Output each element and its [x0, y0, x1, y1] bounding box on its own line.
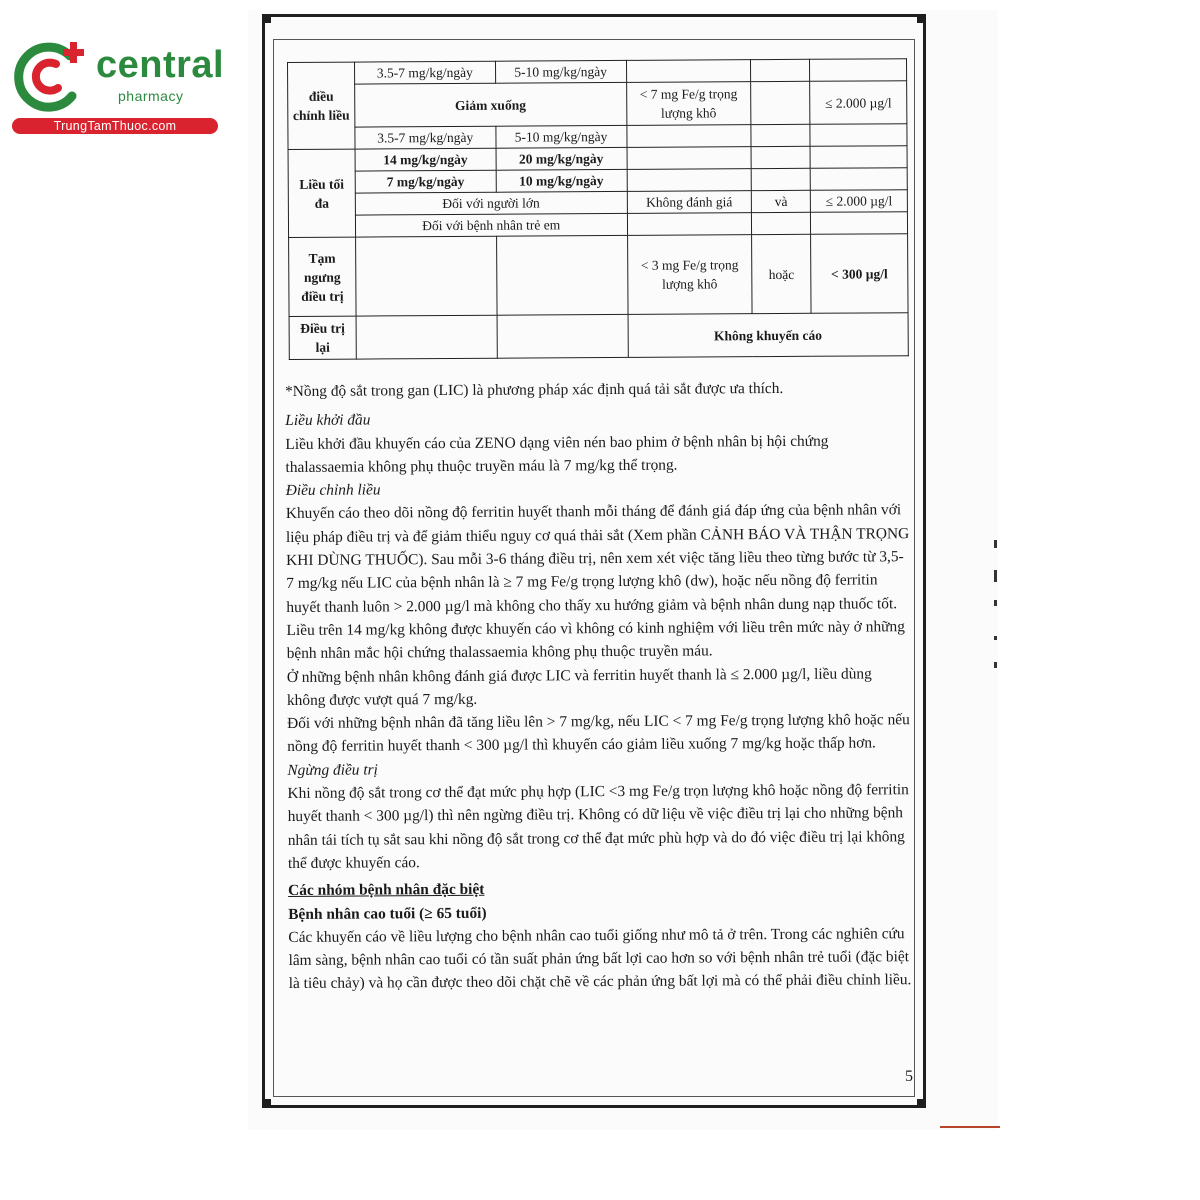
heading-elderly: Bệnh nhân cao tuổi (≥ 65 tuổi) — [288, 904, 487, 923]
heading-starting-dose: Liều khởi đầu — [285, 411, 371, 430]
table-cell-child: Đối với bệnh nhân trẻ em — [355, 213, 627, 237]
table-cell — [627, 169, 752, 192]
table-row — [289, 313, 908, 360]
central-pharmacy-logo — [10, 36, 230, 136]
table-cell — [496, 235, 627, 315]
table-cell-ferritin: ≤ 2.000 µg/l — [810, 190, 907, 213]
table-cell-lic: < 3 mg Fe/g trọng lượng khô — [627, 235, 752, 315]
table-cell: 14 mg/kg/ngày — [355, 148, 496, 171]
table-cell: 7 mg/kg/ngày — [355, 170, 496, 193]
table-cell — [810, 146, 907, 169]
row-label-dose-adjust: điều chỉnh liều — [288, 62, 355, 149]
scan-edge-marks — [990, 540, 1000, 670]
footnote: *Nồng độ sắt trong gan (LIC) là phương pháp xác định quá tải sắt được ưa thích. — [285, 379, 784, 400]
table-cell — [810, 124, 907, 147]
row-label-max-dose: Liều tối đa — [288, 149, 355, 237]
paragraph-elderly: Các khuyến cáo về liều lượng cho bệnh nhân cao tuổi giống như mô tả ở trên. Trong các nghiên cứu lâm sàng, bệnh nhân cao tuổi có tần suất phản ứng bất lợi cao hơn so với bệnh nhân trẻ tuổi (đặc biệt là tiêu chảy) và họ cần được theo dõi chặt chẽ về các phản ứng bất lợi mà có thể phải điều chỉnh liều. — [288, 925, 912, 993]
table-cell — [752, 212, 811, 234]
document-body — [285, 376, 914, 996]
table-cell — [811, 212, 908, 235]
table-cell: 20 mg/kg/ngày — [496, 147, 627, 170]
table-cell — [751, 81, 810, 124]
table-cell-adult: Đối với người lớn — [355, 191, 627, 215]
pharmacy-logo-icon — [10, 38, 94, 116]
table-cell: 10 mg/kg/ngày — [496, 169, 627, 192]
heading-special-populations: Các nhóm bệnh nhân đặc biệt — [288, 881, 485, 900]
table-cell — [355, 236, 496, 316]
corner-ornament — [265, 17, 271, 23]
heading-stop-treatment: Ngừng điều trị — [287, 761, 378, 779]
table-cell — [810, 168, 907, 191]
row-label-pause: Tạm ngưng điều trị — [289, 237, 356, 316]
table-cell-and: và — [752, 190, 811, 212]
table-cell — [356, 315, 497, 359]
paragraph-dose-adjustment: Khuyến cáo theo dõi nồng độ ferritin huyết thanh mỗi tháng để đánh giá đáp ứng của bệnh nhân với liệu pháp điều trị và để giảm thiểu nguy cơ quá thải sắt (Xem phần CẢNH BÁO VÀ THẬN TRỌNG KHI DÙNG THUỐC). Sau mỗi 3-6 tháng điều trị, nên xem xét việc tăng liều theo từng bước từ 3,5-7 mg/kg nếu LIC của bệnh nhân là ≥ 7 mg Fe/g trọng lượng khô (dw), hoặc nếu nồng độ ferritin huyết thanh luôn > 2.000 µg/l mà không cho thấy xu hướng giảm và bệnh nhân dung nạp thuốc tốt. Liều trên 14 mg/kg không được khuyến cáo vì không có kinh nghiệm với liều trên mức này ở những bệnh nhân mắc hội chứng thalassaemia không phụ thuộc truyền máu. — [285, 501, 910, 663]
table-row — [289, 234, 908, 317]
table-cell — [626, 125, 751, 148]
table-cell-decrease: Giảm xuống — [355, 82, 627, 127]
table-cell — [627, 147, 752, 170]
table-cell-ferritin: < 300 µg/l — [811, 234, 908, 314]
logo-website-link[interactable]: TrungTamThuoc.com — [12, 118, 218, 134]
table-cell: 3.5-7 mg/kg/ngày — [355, 126, 496, 149]
table-cell: 5-10 mg/kg/ngày — [495, 60, 626, 83]
table-cell — [751, 168, 810, 190]
logo-brand-sub: pharmacy — [118, 88, 184, 104]
logo-brand-name: central — [96, 44, 225, 86]
heading-dose-adjustment: Điều chỉnh liều — [285, 481, 381, 500]
table-cell-lic: < 7 mg Fe/g trọng lượng khô — [626, 82, 751, 126]
corner-ornament — [917, 17, 923, 23]
table-cell-or: hoặc — [752, 234, 811, 313]
corner-ornament — [917, 1099, 923, 1105]
paragraph-stop-treatment: Khi nồng độ sắt trong cơ thể đạt mức phụ hợp (LIC <3 mg Fe/g trọn lượng khô hoặc nồng độ ferritin huyết thanh < 300 µg/l) thì nên ngừng điều trị. Không có dữ liệu về việc điều trị lại cho những bệnh nhân tái tích tụ sắt sau khi nồng độ sắt trong cơ thể đạt mức phù hợp và do đó việc điều trị lại không thể được khuyến cáo. — [287, 781, 909, 872]
table-cell — [751, 59, 810, 81]
table-row — [288, 81, 907, 128]
row-label-retreat: Điều trị lại — [289, 316, 356, 359]
table-cell — [626, 60, 751, 83]
table-cell — [627, 213, 752, 236]
table-cell-not-assessed: Không đánh giá — [627, 191, 752, 214]
scan-edge-line — [940, 1126, 1000, 1128]
paragraph-dose-limit: Ở những bệnh nhân không đánh giá được LIC và ferritin huyết thanh là ≤ 2.000 µg/l, liều dùng không được vượt quá 7 mg/kg. — [286, 664, 872, 709]
table-cell — [497, 314, 628, 358]
table-cell — [810, 59, 907, 82]
table-cell: 5-10 mg/kg/ngày — [496, 125, 627, 148]
table-cell-not-recommended: Không khuyến cáo — [628, 313, 909, 358]
page-number: 5 — [905, 1068, 913, 1085]
table-cell — [751, 124, 810, 146]
paragraph-starting-dose: Liều khởi đầu khuyến cáo của ZENO dạng viên nén bao phim ở bệnh nhân bị hội chứng thalassaemia không phụ thuộc truyền máu là 7 mg/kg thể trọng. — [285, 432, 829, 476]
paragraph-dose-reduction: Đối với những bệnh nhân đã tăng liều lên > 7 mg/kg, nếu LIC < 7 mg Fe/g trọng lượng khô hoặc nếu nồng độ ferritin huyết thanh < 300 µg/l thì khuyến cáo giảm liều xuống 7 mg/kg hoặc thấp hơn. — [287, 711, 910, 756]
table-cell-ferritin: ≤ 2.000 µg/l — [810, 81, 907, 125]
table-cell — [751, 146, 810, 168]
table-cell: 3.5-7 mg/kg/ngày — [354, 61, 495, 84]
corner-ornament — [265, 1099, 271, 1105]
dosage-table — [287, 58, 909, 360]
